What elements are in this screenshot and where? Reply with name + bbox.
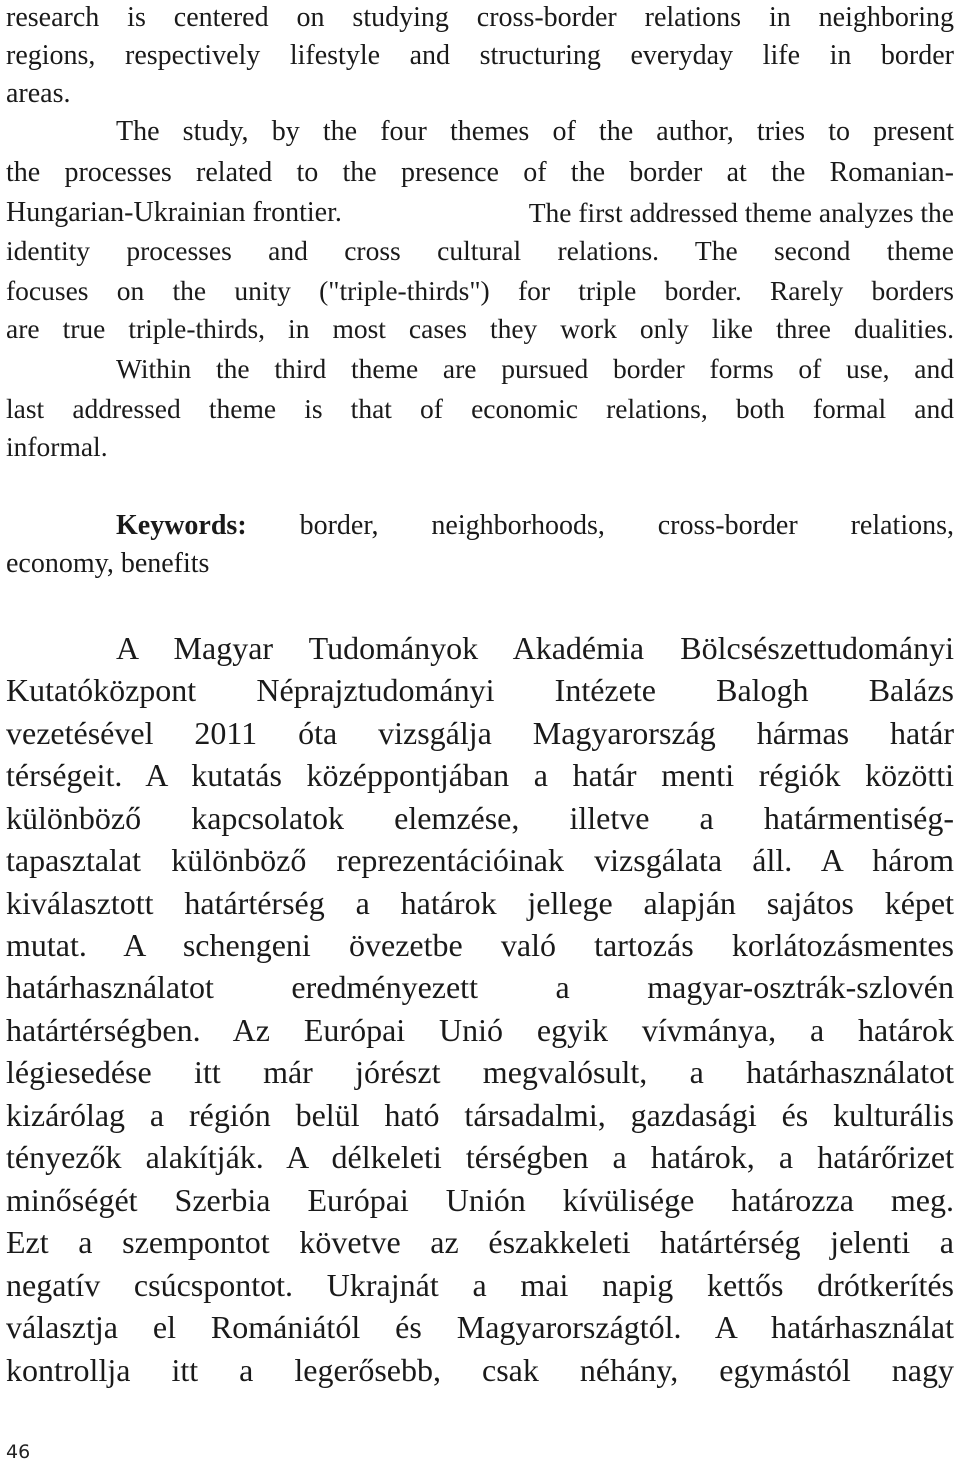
abstract-line: identity processes and cross cultural relations. The second theme (6, 235, 954, 266)
abstract-line: informal. (6, 431, 108, 462)
keywords-text: border, neighborhoods, cross-border relations, (299, 510, 954, 541)
abstract-line: The study, by the four themes of the author, tries to present (116, 116, 954, 147)
abstract-line: areas. (6, 78, 71, 109)
abstract-line: the processes related to the presence of the border at the Romanian- (6, 157, 954, 188)
hungarian-line: Kutatóközpont Néprajztudományi Intézete Balogh Balázs (6, 672, 954, 708)
abstract-line: are true triple-thirds, in most cases they work only like three dualities. (6, 313, 954, 344)
hungarian-line: Ezt a szempontot követve az északkeleti határtérség jelenti a (6, 1224, 954, 1260)
hungarian-line: mutat. A schengeni övezetbe való tartozás korlátozásmentes (6, 927, 954, 963)
abstract-line: Within the third theme are pursued border forms of use, and (116, 353, 954, 384)
hungarian-line: vezetésével 2011 óta vizsgálja Magyarország hármas határ (6, 715, 954, 751)
abstract-line-mixed (6, 195, 954, 233)
hungarian-line: A Magyar Tudományok Akadémia Bölcsészettudományi (116, 630, 954, 666)
keywords-line (116, 508, 954, 544)
hungarian-line: légiesedése itt már jórészt megvalósult, a határhasználatot (6, 1054, 954, 1090)
page-number: 46 (6, 1441, 31, 1463)
abstract-line: research is centered on studying cross-border relations in neighboring (6, 2, 954, 33)
hungarian-line: határtérségben. Az Európai Unió egyik vívmánya, a határok (6, 1012, 954, 1048)
hungarian-line: határhasználatot eredményezett a magyar-osztrák-szlovén (6, 969, 954, 1005)
hungarian-line: térségeit. A kutatás középpontjában a határ menti régiók közötti (6, 757, 954, 793)
hungarian-line: negatív csúcspontot. Ukrajnát a mai napig kettős drótkerítés (6, 1267, 954, 1303)
hungarian-line: minőségét Szerbia Európai Unión kívülisége határozza meg. (6, 1182, 954, 1218)
keywords-label: Keywords: (116, 510, 247, 541)
hungarian-line: tapasztalat különböző reprezentációinak vizsgálata áll. A három (6, 842, 954, 878)
keywords-line: economy, benefits (6, 548, 210, 579)
hungarian-line: kontrollja itt a legerősebb, csak néhány, egymástól nagy (6, 1352, 954, 1388)
hungarian-line: kizárólag a régión belül ható társadalmi, gazdasági és kulturális (6, 1097, 954, 1133)
abstract-line: last addressed theme is that of economic relations, both formal and (6, 393, 954, 424)
hungarian-line: tényezők alakítják. A délkeleti térségben a határok, a határőrizet (6, 1139, 954, 1175)
abstract-line: regions, respectively lifestyle and structuring everyday life in border (6, 40, 954, 71)
hungarian-line: különböző kapcsolatok elemzése, illetve a határmentiség- (6, 800, 954, 836)
hungarian-line: kiválasztott határtérség a határok jellege alapján sajátos képet (6, 885, 954, 921)
abstract-line: focuses on the unity ("triple-thirds") for triple border. Rarely borders (6, 275, 954, 306)
abstract-text: Hungarian-Ukrainian frontier. (6, 197, 342, 228)
abstract-text: The first addressed theme analyzes the (528, 197, 954, 228)
hungarian-line: választja el Romániától és Magyarországtól. A határhasználat (6, 1309, 954, 1345)
